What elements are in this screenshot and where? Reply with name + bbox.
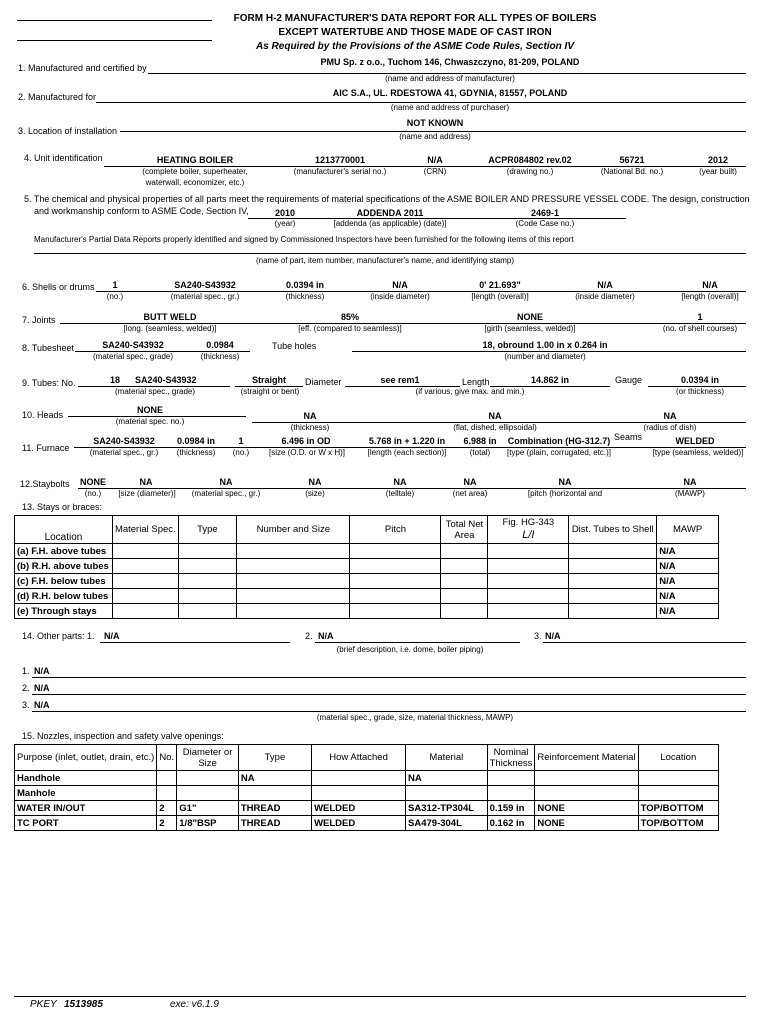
col-type: Type xyxy=(178,516,236,544)
shells-id2-caption: (inside diameter) xyxy=(575,292,635,301)
col-pitch: Pitch xyxy=(350,516,441,544)
col-total-net-area: Total Net Area xyxy=(441,516,488,544)
col-mawp: MAWP xyxy=(657,516,719,544)
joints-long-value[interactable]: BUTT WELD xyxy=(143,312,197,322)
cell xyxy=(312,786,406,801)
cell: NA xyxy=(238,771,311,786)
staybolts-no-value[interactable]: NONE xyxy=(79,477,106,487)
partial-reports-line[interactable] xyxy=(34,253,746,254)
furnace-thickness-caption: (thickness) xyxy=(176,448,216,457)
furnace-type-caption: [type (plain, corrugated, etc.)] xyxy=(506,448,612,457)
heads-material-value[interactable]: NONE xyxy=(136,405,163,415)
furnace-label: 11. Furnace xyxy=(22,443,70,453)
col-reinforcement: Reinforcement Material xyxy=(535,745,638,771)
cell xyxy=(157,786,177,801)
other-line-2 xyxy=(315,642,520,643)
cell xyxy=(157,771,177,786)
item1-value[interactable]: PMU Sp. z o.o., Tuchom 146, Chwaszczyno, 81-209, POLAND xyxy=(320,57,580,67)
col-fig-hg343: Fig. HG-343 L/I xyxy=(488,516,569,544)
form-title-1: FORM H-2 MANUFACTURER'S DATA REPORT FOR ALL TYPES OF BOILERS xyxy=(233,13,597,24)
pkey-value: 1513985 xyxy=(64,999,103,1010)
item4-label: 4. Unit identification xyxy=(24,153,103,163)
row-location: (a) F.H. above tubes xyxy=(15,544,113,559)
furnace-size-value[interactable]: 6.496 in OD xyxy=(281,436,331,446)
unit-type-value[interactable]: HEATING BOILER xyxy=(156,155,234,165)
furnace-material-caption: (material spec., gr.) xyxy=(89,448,159,457)
tubes-length-value[interactable]: 14.862 in xyxy=(530,375,570,385)
other-detail-line xyxy=(32,694,746,695)
cell xyxy=(487,786,535,801)
cell: SA479-304L xyxy=(406,816,488,831)
other-part-3-label: 3. xyxy=(534,631,542,641)
col-number-size: Number and Size xyxy=(237,516,350,544)
tubes-shape-value[interactable]: Straight xyxy=(251,375,286,385)
staybolts-label: 12.Staybolts xyxy=(20,479,70,489)
shells-id-value[interactable]: N/A xyxy=(392,280,408,290)
cell: TOP/BOTTOM xyxy=(638,816,718,831)
stays-label: 13. Stays or braces: xyxy=(22,502,103,512)
row-mawp[interactable]: N/A xyxy=(657,574,719,589)
table-row[interactable] xyxy=(15,559,719,574)
joints-girth-value[interactable]: NONE xyxy=(516,312,543,322)
furnace-no-caption: (no.) xyxy=(232,448,250,457)
code-year-caption: (year) xyxy=(274,219,296,228)
joints-label: 7. Joints xyxy=(22,315,56,325)
heads-material-caption: (material spec. no.) xyxy=(115,417,185,426)
staybolts-no-caption: (no.) xyxy=(84,489,102,498)
row-mawp[interactable]: N/A xyxy=(657,544,719,559)
blank-line-top-2 xyxy=(17,40,212,41)
other-line-1 xyxy=(100,642,290,643)
unit-crn-caption: (CRN) xyxy=(423,167,447,176)
cell: SA312-TP304L xyxy=(406,801,488,816)
staybolts-material-caption: (material spec., gr.) xyxy=(191,489,261,498)
item2-label: 2. Manufactured for xyxy=(18,92,97,102)
table-row[interactable] xyxy=(15,544,719,559)
col-material: Material xyxy=(406,745,488,771)
staybolts-netarea-caption: (net area) xyxy=(452,489,488,498)
cell: THREAD xyxy=(238,816,311,831)
staybolts-telltale-caption: (telltale) xyxy=(385,489,415,498)
item1-caption: (name and address of manufacturer) xyxy=(385,74,515,83)
cell: TC PORT xyxy=(15,816,157,831)
shells-length2-value[interactable]: N/A xyxy=(702,280,718,290)
other-part-3-value[interactable]: N/A xyxy=(545,631,561,641)
nozzles-table xyxy=(14,744,719,831)
code-case-caption: (Code Case no.) xyxy=(515,219,575,228)
unit-serial-caption: (manufacturer's serial no.) xyxy=(293,167,387,176)
tubes-material-value[interactable]: SA240-S43932 xyxy=(135,375,197,385)
joints-courses-caption: (no. of shell courses) xyxy=(662,324,738,333)
heads-thickness-caption: (thickness) xyxy=(290,423,330,432)
shells-thickness-caption: (thickness) xyxy=(285,292,325,301)
tube-holes-label: Tube holes xyxy=(272,341,317,351)
unit-nb-value[interactable]: 56721 xyxy=(619,155,645,165)
unit-crn-value[interactable]: N/A xyxy=(427,155,443,165)
tubesheet-label: 8. Tubesheet xyxy=(22,343,75,353)
shells-thickness-value[interactable]: 0.0394 in xyxy=(285,280,325,290)
cell: Handhole xyxy=(15,771,157,786)
furnace-size-caption: [size (O.D. or W x H)] xyxy=(269,448,345,457)
col-type: Type xyxy=(238,745,311,771)
item5-text-1: 5. The chemical and physical properties of all parts meet the requirements of material specifications of the ASME BOILER AND PRESSURE VESSEL CODE. The design, construction xyxy=(24,194,750,204)
unit-drawing-value[interactable]: ACPR084802 rev.02 xyxy=(488,155,572,165)
cell: THREAD xyxy=(238,801,311,816)
code-year-value[interactable]: 2010 xyxy=(274,208,296,218)
other-material-caption: (material spec., grade, size, material thickness, MAWP) xyxy=(316,713,514,722)
tubes-gauge-value[interactable]: 0.0394 in xyxy=(680,375,720,385)
unit-type-caption-2: waterwall, economizer, etc.) xyxy=(145,178,245,187)
tubes-gauge-label: Gauge xyxy=(615,375,643,385)
cell: 2 xyxy=(157,816,177,831)
partial-reports-text: Manufacturer's Partial Data Reports properly identified and signed by Commissioned Inspectors have been furnished for the following items of this report xyxy=(34,235,574,244)
furnace-material-value[interactable]: SA240-S43932 xyxy=(93,436,155,446)
table-row[interactable] xyxy=(15,771,719,786)
other-line-value[interactable]: N/A xyxy=(34,666,50,676)
item2-caption: (name and address of purchaser) xyxy=(390,103,510,112)
shells-length2-caption: [length (overall)] xyxy=(681,292,739,301)
staybolts-size2-value[interactable]: NA xyxy=(308,477,322,487)
table-row[interactable] xyxy=(15,574,719,589)
col-diameter: Diameter or Size xyxy=(177,745,239,771)
col-no: No. xyxy=(157,745,177,771)
col-nominal-thickness: Nominal Thickness xyxy=(487,745,535,771)
table-row[interactable] xyxy=(15,801,719,816)
cell xyxy=(177,786,239,801)
form-title-2: EXCEPT WATERTUBE AND THOSE MADE OF CAST IRON xyxy=(278,27,552,38)
cell xyxy=(177,771,239,786)
cell xyxy=(238,786,311,801)
other-part-2-value[interactable]: N/A xyxy=(318,631,334,641)
tubes-label: 9. Tubes: No. xyxy=(22,378,76,388)
other-detail-line xyxy=(32,677,746,678)
shells-material-value[interactable]: SA240-S43932 xyxy=(174,280,236,290)
cell xyxy=(638,771,718,786)
other-detail-line xyxy=(32,711,746,712)
unit-nb-caption: (National Bd. no.) xyxy=(600,167,664,176)
furnace-length-value[interactable]: 5.768 in + 1.220 in xyxy=(368,436,446,446)
shells-id2-value[interactable]: N/A xyxy=(597,280,613,290)
shells-no-caption: (no.) xyxy=(106,292,124,301)
other-parts-caption: (brief description, i.e. dome, boiler piping) xyxy=(336,645,484,654)
tube-holes-caption: (number and diameter) xyxy=(504,352,586,361)
tubes-diameter-label: Diameter xyxy=(305,377,342,387)
furnace-type-value[interactable]: Combination (HG-312.7) xyxy=(507,436,611,446)
footer-rule xyxy=(14,996,746,997)
cell: 0.162 in xyxy=(487,816,535,831)
row-mawp[interactable]: N/A xyxy=(657,559,719,574)
cell: Manhole xyxy=(15,786,157,801)
furnace-seams-label: Seams xyxy=(614,432,643,442)
shells-label: 6. Shells or drums xyxy=(22,282,95,292)
cell: TOP/BOTTOM xyxy=(638,801,718,816)
col-material-spec: Material Spec. xyxy=(112,516,178,544)
tube-holes-value[interactable]: 18, obround 1.00 in x 0.264 in xyxy=(482,340,608,350)
unit-year-value[interactable]: 2012 xyxy=(707,155,729,165)
cell: 0.159 in xyxy=(487,801,535,816)
furnace-total-value[interactable]: 6.988 in xyxy=(463,436,497,446)
other-line-num: 2. xyxy=(22,683,30,693)
item1-label: 1. Manufactured and certified by xyxy=(18,63,147,73)
row-mawp[interactable]: N/A xyxy=(657,589,719,604)
other-line-3 xyxy=(543,642,746,643)
cell: WATER IN/OUT xyxy=(15,801,157,816)
staybolts-telltale-value[interactable]: NA xyxy=(393,477,407,487)
cell xyxy=(535,786,638,801)
tubes-gauge-caption: (or thickness) xyxy=(675,387,724,396)
staybolts-size2-caption: (size) xyxy=(305,489,325,498)
furnace-seams-caption: [type (seamless, welded)] xyxy=(652,448,744,457)
row-mawp[interactable]: N/A xyxy=(657,604,719,619)
row-location: (d) R.H. below tubes xyxy=(15,589,113,604)
addenda-value[interactable]: ADDENDA 2011 xyxy=(356,208,424,218)
heads-label: 10. Heads xyxy=(22,410,64,420)
shells-no-value[interactable]: 1 xyxy=(112,280,118,290)
other-part-2-label: 2. xyxy=(305,631,313,641)
tubesheet-thickness-caption: (thickness) xyxy=(200,352,240,361)
furnace-total-caption: (total) xyxy=(469,448,491,457)
tubesheet-material-value[interactable]: SA240-S43932 xyxy=(102,340,164,350)
row-location: (b) R.H. above tubes xyxy=(15,559,113,574)
table-row[interactable] xyxy=(15,604,719,619)
other-line-num: 1. xyxy=(22,666,30,676)
furnace-no-value[interactable]: 1 xyxy=(238,436,244,446)
other-line-num: 3. xyxy=(22,700,30,710)
staybolts-size-value[interactable]: NA xyxy=(139,477,153,487)
col-purpose: Purpose (inlet, outlet, drain, etc.) xyxy=(15,745,157,771)
cell: NONE xyxy=(535,816,638,831)
staybolts-pitch-value[interactable]: NA xyxy=(558,477,572,487)
joints-eff-value[interactable]: 85% xyxy=(340,312,359,322)
partial-reports-caption: (name of part, item number, manufacturer's name, and identifying stamp) xyxy=(255,256,515,265)
unit-drawing-caption: (drawing no.) xyxy=(506,167,554,176)
staybolts-mawp-caption: (MAWP) xyxy=(675,489,705,498)
cell: G1" xyxy=(177,801,239,816)
tubesheet-thickness-value[interactable]: 0.0984 xyxy=(206,340,234,350)
tubes-diameter-value[interactable]: see rem1 xyxy=(380,375,420,385)
other-part-1-value[interactable]: N/A xyxy=(104,631,120,641)
shells-id-caption: (inside diameter) xyxy=(370,292,430,301)
cell xyxy=(638,786,718,801)
cell xyxy=(487,771,535,786)
unit-type-caption: (complete boiler, superheater, xyxy=(142,167,248,176)
furnace-seams-value[interactable]: WELDED xyxy=(675,436,715,446)
furnace-length-caption: [length (each section)] xyxy=(367,448,447,457)
cell: NONE xyxy=(535,801,638,816)
joints-long-caption: [long. (seamless, welded)] xyxy=(123,324,217,333)
code-case-value[interactable]: 2469-1 xyxy=(530,208,560,218)
table-row[interactable] xyxy=(15,816,719,831)
staybolts-material-value[interactable]: NA xyxy=(219,477,233,487)
joints-girth-caption: [girth (seamless, welded)] xyxy=(484,324,576,333)
tubes-diameter-caption: (if various, give max. and min.) xyxy=(415,387,525,396)
item2-value[interactable]: AIC S.A., UL. RDESTOWA 41, GDYNIA, 81557, POLAND xyxy=(332,88,568,98)
heads-thickness-value[interactable]: NA xyxy=(303,411,317,421)
cell: NA xyxy=(406,771,488,786)
stays-table xyxy=(14,515,719,619)
addenda-caption: [addenda (as applicable) (date)] xyxy=(333,219,447,228)
col-location: Location xyxy=(638,745,718,771)
unit-serial-value[interactable]: 1213770001 xyxy=(314,155,366,165)
other-parts-label: 14. Other parts: 1. xyxy=(22,631,95,641)
col-location: Location xyxy=(15,516,113,544)
row-location: (c) F.H. below tubes xyxy=(15,574,113,589)
shells-material-caption: (material spec., gr.) xyxy=(170,292,240,301)
unit-year-caption: (year built) xyxy=(699,167,737,176)
form-title-3: As Required by the Provisions of the ASME Code Rules, Section IV xyxy=(255,41,575,52)
joints-eff-caption: [eff. (compared to seamless)] xyxy=(298,324,402,333)
table-row[interactable] xyxy=(15,589,719,604)
pkey-label: PKEY xyxy=(30,999,57,1010)
staybolts-mawp-value[interactable]: NA xyxy=(683,477,697,487)
heads-shape-caption: (flat, dished, ellipsoidal) xyxy=(453,423,537,432)
tubesheet-material-caption: (material spec., grade) xyxy=(92,352,174,361)
heads-radius-caption: (radius of dish) xyxy=(643,423,697,432)
furnace-thickness-value[interactable]: 0.0984 in xyxy=(176,436,216,446)
tubes-line-4 xyxy=(490,386,610,387)
staybolts-netarea-value[interactable]: NA xyxy=(463,477,477,487)
shells-length-value[interactable]: 0' 21.693" xyxy=(479,280,521,290)
item3-label: 3. Location of installation xyxy=(18,126,118,136)
cell: WELDED xyxy=(312,801,406,816)
cell xyxy=(406,786,488,801)
table-row[interactable] xyxy=(15,786,719,801)
shells-length-caption: [length (overall)] xyxy=(471,292,529,301)
item3-value[interactable]: NOT KNOWN xyxy=(406,118,464,128)
cell xyxy=(312,771,406,786)
item5-text-2: and workmanship conform to ASME Code, Section IV, xyxy=(34,206,249,216)
tubes-no-value[interactable]: 18 xyxy=(110,375,121,385)
blank-line-top-1 xyxy=(17,20,212,21)
other-line-value[interactable]: N/A xyxy=(34,683,50,693)
joints-courses-value[interactable]: 1 xyxy=(697,312,703,322)
staybolts-size-caption: [size (diameter)] xyxy=(118,489,176,498)
col-dist-tubes: Dist. Tubes to Shell xyxy=(569,516,657,544)
col-how-attached: How Attached xyxy=(312,745,406,771)
cell: 2 xyxy=(157,801,177,816)
row-location: (e) Through stays xyxy=(15,604,113,619)
tubes-material-caption: (material spec., grade) xyxy=(114,387,196,396)
staybolts-pitch-caption: [pitch (horizontal and xyxy=(527,489,603,498)
cell: WELDED xyxy=(312,816,406,831)
tubes-shape-caption: (straight or bent) xyxy=(240,387,300,396)
cell: 1/8"BSP xyxy=(177,816,239,831)
heads-shape-value[interactable]: NA xyxy=(488,411,502,421)
exe-version: exe: v6.1.9 xyxy=(170,999,219,1010)
nozzles-label: 15. Nozzles, inspection and safety valve openings: xyxy=(22,731,224,741)
tubes-length-label: Length xyxy=(462,377,490,387)
heads-radius-value[interactable]: NA xyxy=(663,411,677,421)
other-line-value[interactable]: N/A xyxy=(34,700,50,710)
item3-caption: (name and address) xyxy=(399,132,471,141)
cell xyxy=(535,771,638,786)
